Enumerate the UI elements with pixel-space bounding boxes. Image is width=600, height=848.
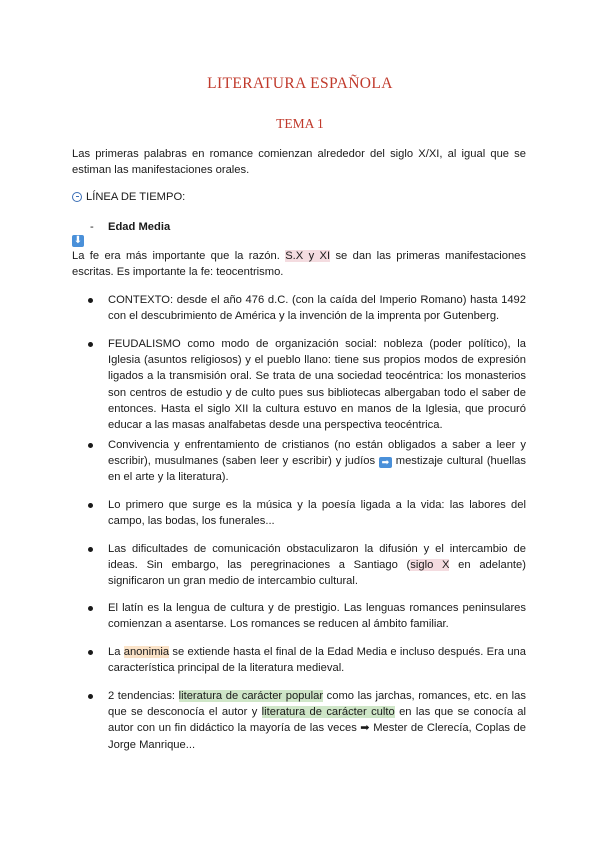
list-item [108,497,526,529]
bullet-text-anonimia-after: se extiende hasta el final de la Edad Media e incluso después. Era una característica principal de la literatura medieval. [108,646,526,675]
bullet-text-tendencias-mid: como las jarchas, romances, etc. en las que se desconocía el autor y [108,690,526,719]
bullet-dot [88,298,93,303]
bullet-text-primero: Lo primero que surge es la música y la poesía ligada a la vida: las labores del campo, las bodas, los funerales... [108,499,526,528]
bullet-text-convivencia-after: mestizaje cultural (huellas en el arte y la literatura). [108,455,526,484]
list-dash: - [90,221,94,233]
highlight-anonimia: anonimia [123,646,170,658]
section-heading-text: Edad Media [108,221,171,233]
highlight-siglo-x: siglo X [410,559,450,572]
highlight-siglos: S.X y XI [285,250,331,262]
intro-paragraph: Las primeras palabras en romance comienzan alrededor del siglo X/XI, al igual que se estiman las manifestaciones orales. [72,148,526,177]
bullet-text-convivencia: Convivencia y enfrentamiento de cristianos (no están obligados a saber a leer y escribir), musulmanes (saben leer y escribir) y judíos [108,439,526,468]
bullet-text-feudalismo: FEUDALISMO como modo de organización social: nobleza (poder político), la Iglesia (asuntos religiosos) y el pueblo llano: tiene sus propios modos de expresión ligados a la transmisión oral. Se trata de una sociedad teocéntrica: los monasterios son centros de estudio y de culto pues sus bibliotecas albergaban todo el saber de entonces. Hasta el siglo XII la cultura estuvo en manos de la Iglesia, que procuró educar a las masas analfabetas desde una perspectiva teocéntrica. [108,338,526,432]
fe-text-after: se dan las primeras manifestaciones escritas. Es importante la fe: teocentrismo. [72,250,526,279]
list-item [108,292,526,324]
bullet-text-latin: El latín es la lengua de cultura y de prestigio. Las lenguas romances peninsulares comienzan a asentarse. Los romances se reducen al ámbito familiar. [108,602,526,631]
bullet-dot [88,503,93,508]
bullet-dot [88,694,93,699]
down-arrow-icon: ⬇ [73,235,83,246]
highlight-culto: literatura de carácter culto [261,706,395,719]
bullet-text-dificultades-after: en adelante) significaron un gran medio de intercambio cultural. [108,559,526,588]
section-heading [90,219,170,235]
list-item [108,600,526,632]
bullet-text-contexto: CONTEXTO: desde el año 476 d.C. (con la caída del Imperio Romano) hasta 1492 con el descubrimiento de América y la invención de la imprenta por Gutenberg. [108,294,526,323]
timeline-label: LÍNEA DE TIEMPO: [86,191,186,203]
bullet-dot [88,443,93,448]
document-subtitle: TEMA 1 [276,116,324,131]
fe-paragraph [72,248,526,280]
bullet-dot [88,547,93,552]
bullet-text-tendencias-after: en las que se conocía al autor con un fin didáctico la mayoría de las veces ➡ Mester de Clerecía, Coplas de Jorge Manrique... [108,706,526,751]
list-item [108,541,526,590]
bullet-text-tendencias: 2 tendencias: [108,690,179,702]
timeline-heading [72,189,185,205]
list-item [108,336,526,433]
clock-icon [72,192,82,202]
bullet-text-dificultades: Las dificultades de comunicación obstaculizaron la difusión y el intercambio de ideas. Sin embargo, las peregrinaciones a Santiago ( [108,543,526,572]
bullet-dot [88,342,93,347]
right-arrow-icon: ➡ [379,457,392,468]
list-item [108,688,526,753]
bullet-text-anonimia: La [108,646,124,658]
highlight-popular: literatura de carácter popular [178,690,324,702]
fe-text-before: La fe era más importante que la razón. [72,250,286,262]
bullet-dot [88,606,93,611]
list-item [108,437,526,486]
bullet-dot [88,650,93,655]
document-title: LITERATURA ESPAÑOLA [207,75,393,92]
list-item [108,644,526,676]
